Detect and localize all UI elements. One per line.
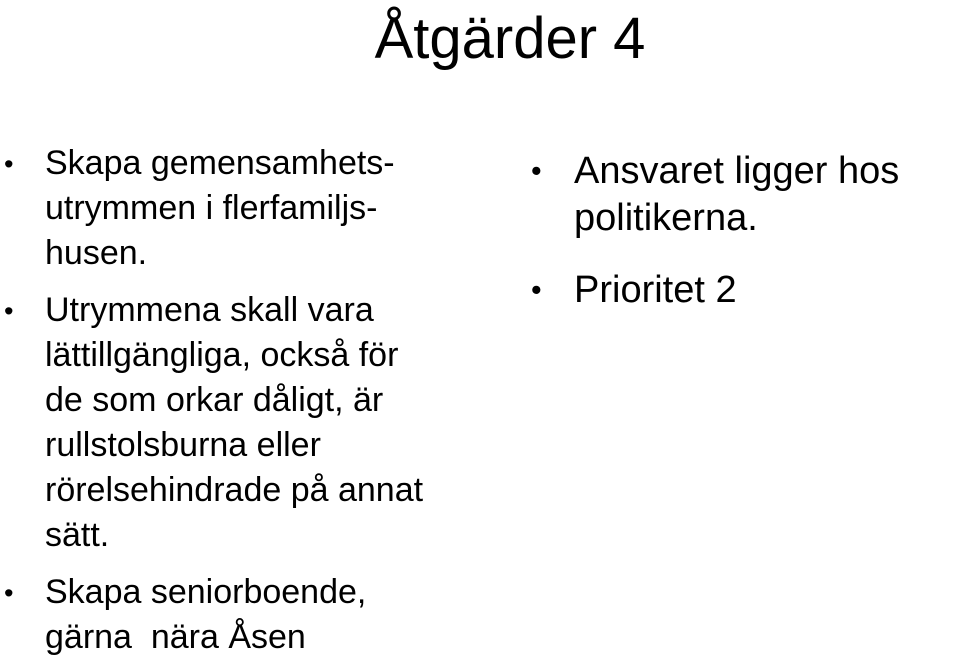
- bullet-line: utrymmen i flerfamiljs-: [45, 189, 378, 227]
- bullet-dot-icon: •: [4, 577, 14, 608]
- bullet-line: lättillgängliga, också för: [45, 336, 399, 374]
- bullet-line: husen.: [45, 234, 148, 272]
- bullet-dot-icon: •: [4, 148, 14, 179]
- bullet-line: rörelsehindrade på annat: [45, 471, 424, 509]
- bullet-line: Skapa seniorboende,: [45, 573, 367, 611]
- bullet-item: [0, 288, 520, 558]
- bullet-line: politikerna.: [574, 197, 758, 239]
- right-bullet-list: [530, 148, 960, 314]
- slide-title: Åtgärder 4: [374, 6, 646, 71]
- bullet-line: de som orkar dåligt, är: [45, 381, 384, 419]
- left-bullet-list: [0, 141, 520, 660]
- bullet-dot-icon: •: [531, 154, 542, 188]
- bullet-dot-icon: •: [531, 273, 542, 307]
- bullet-dot-icon: •: [4, 295, 14, 326]
- bullet-line: rullstolsburna eller: [45, 426, 321, 464]
- bullet-item: [0, 570, 520, 660]
- bullet-line: sätt.: [45, 516, 110, 554]
- bullet-line: Ansvaret ligger hos: [574, 150, 900, 192]
- bullet-item: [530, 267, 960, 314]
- bullet-line: Prioritet 2: [574, 269, 737, 311]
- bullet-line: Utrymmena skall vara: [45, 291, 374, 329]
- bullet-line: gärna nära Åsen: [45, 618, 306, 656]
- bullet-line: Skapa gemensamhets-: [45, 144, 395, 182]
- bullet-item: [0, 141, 520, 276]
- bullet-item: [530, 148, 960, 242]
